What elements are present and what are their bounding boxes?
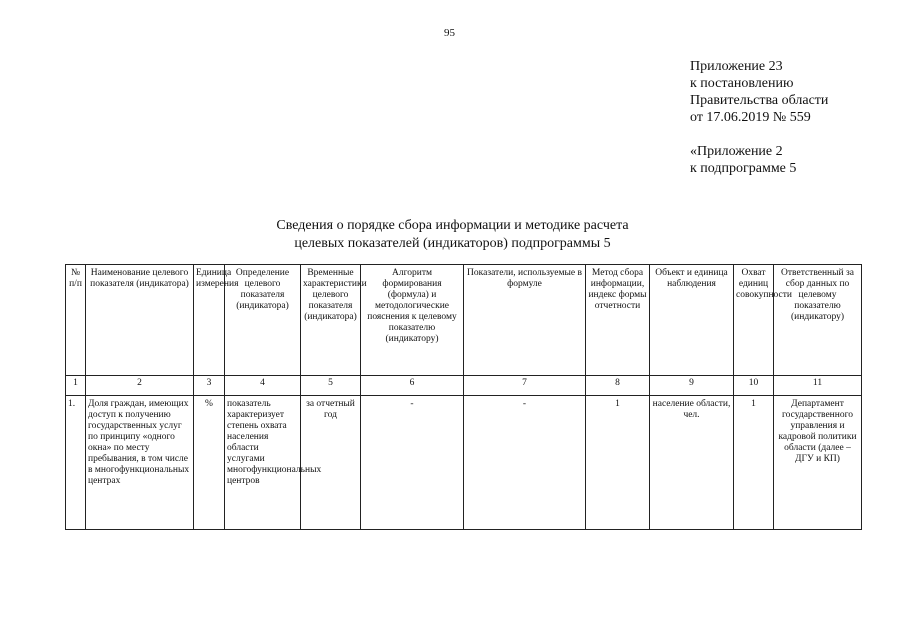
title-line: Сведения о порядке сбора информации и методике расчета <box>276 218 629 233</box>
table-cell: - <box>361 396 464 530</box>
column-header: Единица измерения <box>194 265 225 376</box>
appendix-line: от 17.06.2019 № 559 <box>690 110 811 125</box>
indicators-table <box>65 264 862 530</box>
appendix-line: к подпрограмме 5 <box>690 161 797 176</box>
column-number: 9 <box>650 376 734 396</box>
table-cell: % <box>194 396 225 530</box>
table-cell: за отчетный год <box>301 396 361 530</box>
table-cell: 1 <box>586 396 650 530</box>
table-cell: 1 <box>734 396 774 530</box>
column-header: Метод сбора информации, индекс формы отчетности <box>586 265 650 376</box>
table-header-row <box>66 265 862 376</box>
appendix-line: Правительства области <box>690 93 829 108</box>
column-header: № п/п <box>66 265 86 376</box>
table-row <box>66 396 862 530</box>
subprogram-appendix-block <box>690 143 796 177</box>
column-number: 7 <box>464 376 586 396</box>
column-number: 6 <box>361 376 464 396</box>
column-number: 1 <box>66 376 86 396</box>
table-cell: 1. <box>66 396 86 530</box>
column-number-row <box>66 376 862 396</box>
table-cell: Департамент государственного управления и кадровой политики области (далее – ДГУ и КП) <box>774 396 862 530</box>
page-number: 95 <box>444 27 455 39</box>
table-cell: - <box>464 396 586 530</box>
column-number: 4 <box>225 376 301 396</box>
table-cell: население области, чел. <box>650 396 734 530</box>
column-header: Определение целевого показателя (индикатора) <box>225 265 301 376</box>
document-title <box>0 217 905 253</box>
column-number: 10 <box>734 376 774 396</box>
column-number: 3 <box>194 376 225 396</box>
column-number: 11 <box>774 376 862 396</box>
title-line: целевых показателей (индикаторов) подпрограммы 5 <box>294 236 611 251</box>
appendix-block <box>690 58 828 126</box>
column-number: 2 <box>86 376 194 396</box>
column-number: 8 <box>586 376 650 396</box>
column-header: Ответственный за сбор данных по целевому показателю (индикатору) <box>774 265 862 376</box>
column-header: Объект и единица наблюдения <box>650 265 734 376</box>
column-header: Охват единиц совокупности <box>734 265 774 376</box>
column-header: Алгоритм формирования (формула) и методологические пояснения к целевому показателю (индикатору) <box>361 265 464 376</box>
column-header: Временные характеристики целевого показателя (индикатора) <box>301 265 361 376</box>
table-cell: Доля граждан, имеющих доступ к получению государственных услуг по принципу «одного окна» по месту пребывания, в том числе в многофункциональных центрах <box>86 396 194 530</box>
appendix-line: «Приложение 2 <box>690 144 783 159</box>
appendix-line: к постановлению <box>690 76 794 91</box>
table-cell: показатель характеризует степень охвата населения области услугами многофункциональных центров <box>225 396 301 530</box>
column-header: Показатели, используемые в формуле <box>464 265 586 376</box>
column-number: 5 <box>301 376 361 396</box>
appendix-line: Приложение 23 <box>690 59 783 74</box>
column-header: Наименование целевого показателя (индикатора) <box>86 265 194 376</box>
